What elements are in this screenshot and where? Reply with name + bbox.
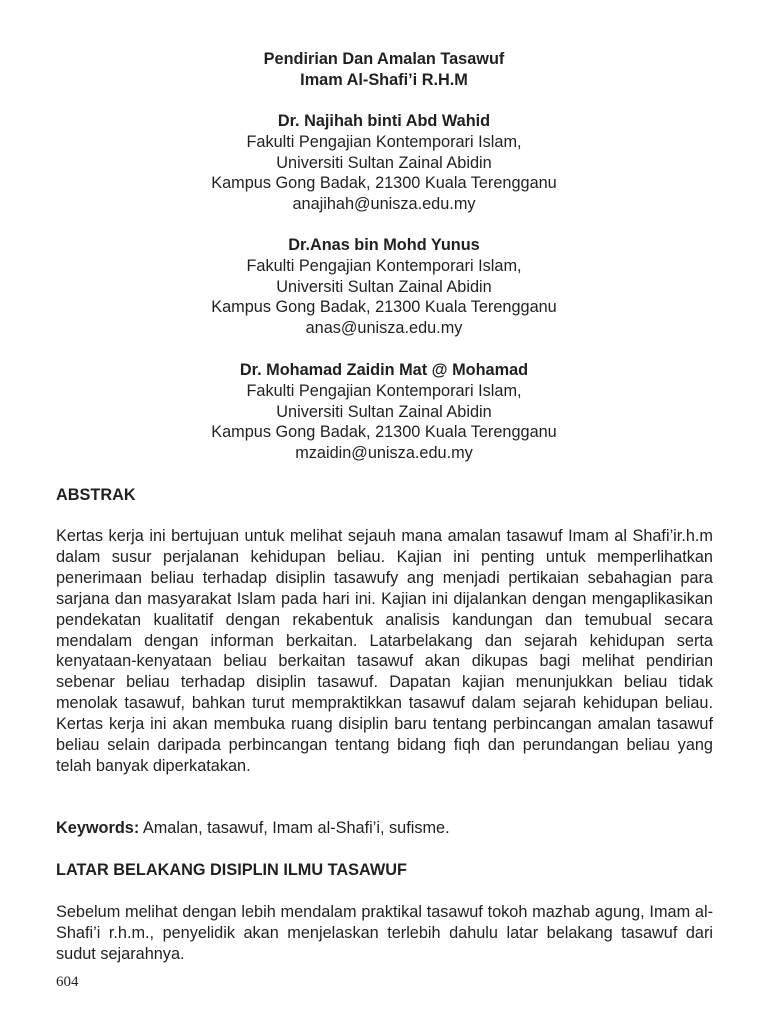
author-university: Universiti Sultan Zainal Abidin bbox=[276, 402, 492, 421]
author-faculty: Fakulti Pengajian Kontemporari Islam, bbox=[246, 256, 522, 275]
section-body: Sebelum melihat dengan lebih mendalam praktikal tasawuf tokoh mazhab agung, Imam al-Shafi’i r.h.m., penyelidik akan menjelaskan terlebih dahulu latar belakang tasawuf dari sudut sejarahnya. bbox=[56, 903, 713, 963]
author-faculty: Fakulti Pengajian Kontemporari Islam, bbox=[246, 132, 522, 151]
author-name: Dr. Najihah binti Abd Wahid bbox=[277, 112, 491, 130]
author-email: anajihah@unisza.edu.my bbox=[292, 195, 476, 214]
author-name: Dr. Mohamad Zaidin Mat @ Mohamad bbox=[239, 361, 529, 379]
keywords-value: Amalan, tasawuf, Imam al-Shafi’i, sufisme. bbox=[139, 819, 450, 837]
title-line-1: Pendirian Dan Amalan Tasawuf bbox=[263, 50, 505, 68]
author-faculty: Fakulti Pengajian Kontemporari Islam, bbox=[246, 381, 522, 400]
author-campus: Kampus Gong Badak, 21300 Kuala Terengganu bbox=[211, 298, 557, 317]
author-name: Dr.Anas bin Mohd Yunus bbox=[288, 236, 480, 254]
author-block-3 bbox=[0, 360, 768, 464]
abstract-body: Kertas kerja ini bertujuan untuk melihat sejauh mana amalan tasawuf Imam al Shafi’ir.h.m dalam susur perjalanan kehidupan beliau. Kajian ini penting untuk memperlihatkan penerimaan beliau terhadap disiplin tasawufy ang menjadi pertikaian sebahagian para sarjana dan masyarakat Islam pada hari ini. Kajian ini dijalankan dengan mengaplikasikan pendekatan kualitatif dengan rekabentuk analisis kandungan dan temubual secara mendalam dengan informan berkaitan. Latarbelakang dan sejarah kehidupan serta kenyataan-kenyataan beliau berkaitan tasawuf akan dikupas bagi melihat pendirian sebenar beliau terhadap disiplin tasawuf. Dapatan kajian menunjukkan beliau tidak menolak tasawuf, bahkan turut mempraktikkan tasawuf dalam sejarah kehidupan beliau. Kertas kerja ini akan membuka ruang disiplin baru tentang perbincangan amalan tasawuf beliau selain daripada perbincangan tentang bidang fiqh dan perundangan beliau yang telah banyak diperkatakan. bbox=[56, 527, 713, 775]
author-university: Universiti Sultan Zainal Abidin bbox=[276, 277, 492, 296]
keywords-line bbox=[56, 818, 713, 839]
author-block-1 bbox=[0, 111, 768, 215]
author-campus: Kampus Gong Badak, 21300 Kuala Terengganu bbox=[211, 423, 557, 442]
author-campus: Kampus Gong Badak, 21300 Kuala Terengganu bbox=[211, 174, 557, 193]
section-heading: LATAR BELAKANG DISIPLIN ILMU TASAWUF bbox=[56, 861, 407, 879]
author-email: anas@unisza.edu.my bbox=[305, 319, 463, 338]
author-email: mzaidin@unisza.edu.my bbox=[295, 444, 473, 463]
keywords-label: Keywords: bbox=[56, 819, 140, 837]
author-block-2 bbox=[0, 235, 768, 339]
author-university: Universiti Sultan Zainal Abidin bbox=[276, 153, 492, 172]
paper-title bbox=[0, 49, 768, 91]
title-line-2: Imam Al-Shafi’i R.H.M bbox=[300, 70, 468, 89]
page-number: 604 bbox=[56, 974, 79, 990]
abstract-heading: ABSTRAK bbox=[56, 486, 136, 504]
